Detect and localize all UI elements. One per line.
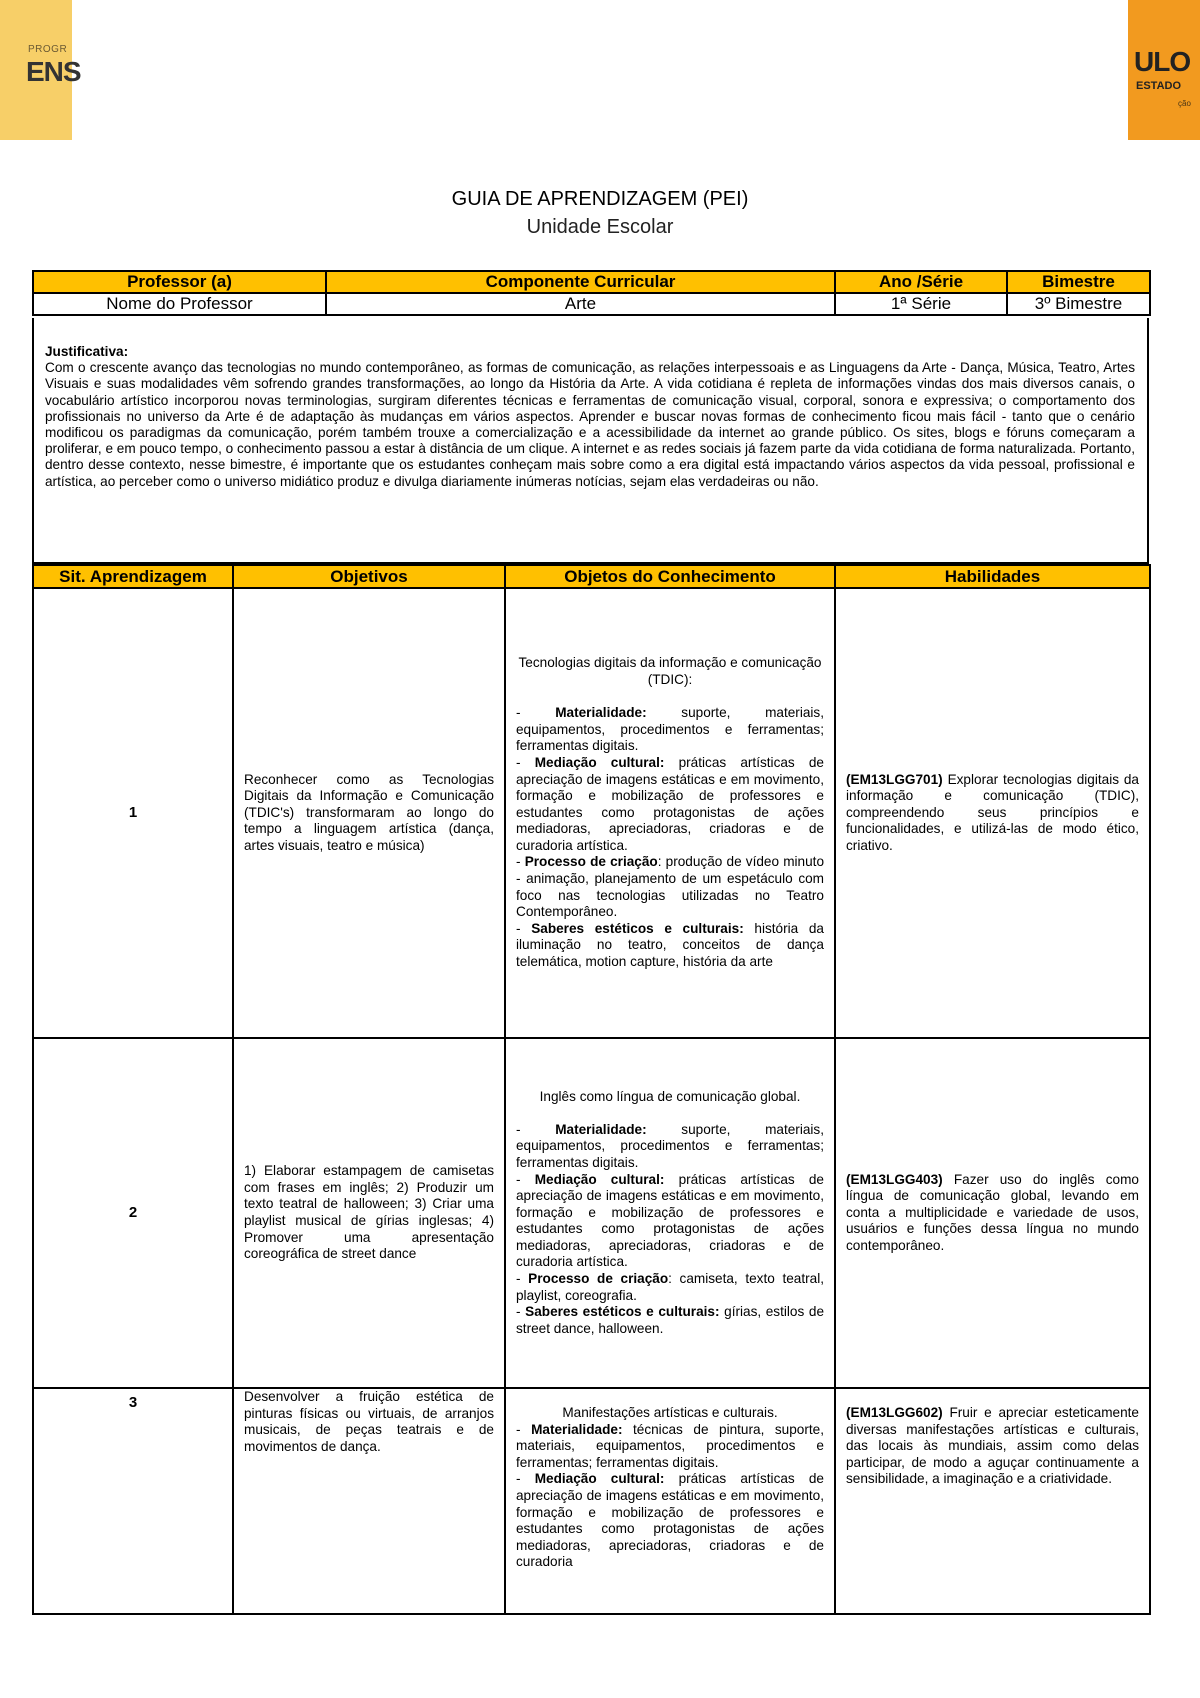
objetivo-cell: Reconhecer como as Tecnologias Digitais da Informação e Comunicação (TDIC's) transformaram ao longo do tempo a linguagem artística (dança, artes visuais, teatro e música) [233,588,505,1038]
header-objetivos: Objetivos [233,565,505,588]
header-objetos: Objetos do Conhecimento [505,565,835,588]
row-number: 3 [33,1388,233,1614]
objetos-item: - Saberes estéticos e culturais: gírias, estilos de street dance, halloween. [516,1304,825,1336]
logo-right-line3: ção [1178,99,1191,108]
habilidades-cell [835,588,1150,1038]
government-logo-right [1128,0,1200,140]
logo-right-line1: ULO [1134,46,1191,77]
logo-left-big-text: ENS [26,56,81,87]
objetivo-cell: 1) Elaborar estampagem de camisetas com frases em inglês; 2) Produzir um texto teatral de halloween; 3) Criar uma playlist musical de gírias inglesas; 4) Promover uma apresentação coreográfica de street dance [233,1038,505,1388]
justificativa-label: Justificativa: [45,344,129,359]
table-row [33,1038,1150,1388]
justificativa-text: Com o crescente avanço das tecnologias no mundo contemporâneo, as formas de comunicação, as relações interpessoais e as Linguagens da Arte - Dança, Música, Teatro, Artes Visuais e suas modalidades vêm sofrendo grandes transformações, ao longo da História da Arte. A vida cotidiana é repleta de informações vindas dos mais diversos canais, o vocabulário artístico incorporou novas terminologias, surgiram diferentes técnicas e ferramentas de comunicação visual, corporal, sonora e expressiva; o comportamento dos profissionais no universo da Arte é de adaptação às mudanças em vários aspectos. Aprender e buscar novas formas de conhecimento ficou mais fácil - tanto que o cenário modificou os paradigmas da comunicação, porém também trouxe a comercialização e a acessibilidade da internet ao grande público. Os sites, blogs e fóruns começaram a proliferar, e em pouco tempo, o conhecimento passou a estar à distância de um clique. A internet e as redes sociais já fazem parte da vida cotidiana de forma naturalizada. Portanto, dentro desse contexto, nesse bimestre, é importante que os estudantes conheçam mais sobre como a era digital está impactando vários aspectos da vida pessoal, profissional e artística, ao perceber como o universo midiático produz e divulga diariamente inúmeras notícias, sejam elas verdadeiras ou não. [45,360,1135,489]
objetos-item: - Materialidade: suporte, materiais, equipamentos, procedimentos e ferramentas; ferramentas digitais. [516,1121,824,1170]
header-professor: Professor (a) [33,271,326,293]
value-componente: Arte [326,293,835,315]
objetivo-text: Desenvolver a fruição estética de pinturas físicas ou virtuais, de arranjos musicais, de peças teatrais e de movimentos de dança. [244,1389,494,1454]
habilidades-cell [835,1388,1150,1614]
habilidade-text: Fazer uso do inglês como língua de comunicação global, levando em conta a multiplicidade e variedade de usos, usuários e funções dessa língua no mundo contemporâneo. [846,1171,1139,1253]
header-habilidades: Habilidades [835,565,1150,588]
objetos-cell [505,1038,835,1388]
habilidades-content [846,1389,1139,1613]
objetos-item: - Saberes estéticos e culturais: história da iluminação no teatro, conceitos de dança telemática, motion capture, história da arte [516,920,824,970]
learning-header-row [33,565,1150,588]
objetos-item: - Mediação cultural: práticas artísticas de apreciação de imagens estáticas e em movimento, formação e mobilização de professores e estudantes como protagonistas de ações mediadoras, apreciadoras, criadoras e de curadoria artística. [516,1171,824,1270]
habilidade-text: Explorar tecnologias digitais da informação e comunicação (TDIC), compreendendo seus princípios e funcionalidades, e utilizá-las de modo ético, criativo. [846,771,1139,853]
program-logo-left [0,0,81,140]
objetos-item: - Materialidade: técnicas de pintura, suporte, materiais, equipamentos, procedimentos e ferramentas; ferramentas digitais. [516,1421,824,1470]
objetos-item: - Mediação cultural: práticas artísticas de apreciação de imagens estáticas e em movimento, formação e mobilização de professores e estudantes como protagonistas de ações mediadoras, apreciadoras, criadoras e de curadoria [516,1471,824,1570]
objetos-item: - Processo de criação: camiseta, texto teatral, playlist, coreografia. [516,1271,825,1303]
table-row [33,1388,1150,1614]
info-value-row [33,293,1150,315]
objetos-item: - Mediação cultural: práticas artísticas de apreciação de imagens estáticas e em movimento, formação e mobilização de professores e estudantes como protagonistas de ações mediadoras, apreciadoras, criadoras e de curadoria artística. [516,754,824,853]
objetos-title: Inglês como língua de comunicação global. [539,1088,801,1104]
row-number: 2 [33,1038,233,1388]
habilidade-text: Fruir e apreciar esteticamente diversas manifestações artísticas e culturais, das locais às mundiais, assim como delas participar, de modo a aguçar continuamente a sensibilidade, a imaginação e a criatividade. [846,1405,1139,1487]
objetos-item: - Processo de criação: produção de vídeo minuto - animação, planejamento de um espetáculo com foco nas tecnologias utilizadas no Teatro Contemporâneo. [516,854,825,920]
value-ano-serie: 1ª Série [835,293,1007,315]
table-row [33,588,1150,1038]
logo-left-small-text: PROGR [28,44,68,55]
objetos-title: Manifestações artísticas e culturais. [562,1405,778,1420]
habilidade-code: (EM13LGG701) [846,771,943,787]
objetos-item: - Materialidade: suporte, materiais, equipamentos, procedimentos e ferramentas; ferramentas digitais. [516,705,824,754]
habilidade-code: (EM13LGG403) [846,1171,943,1187]
objetos-cell [505,588,835,1038]
header-bimestre: Bimestre [1007,271,1150,293]
habilidade-code: (EM13LGG602) [846,1405,943,1420]
info-header-row [33,271,1150,293]
row-number: 1 [33,588,233,1038]
objetos-content [516,1389,824,1613]
value-bimestre: 3º Bimestre [1007,293,1150,315]
justificativa-box [32,318,1149,564]
header-sit-aprendizagem: Sit. Aprendizagem [33,565,233,588]
objetos-title: Tecnologias digitais da informação e comunicação (TDIC): [518,655,822,687]
document-title: GUIA DE APRENDIZAGEM (PEI) [451,188,749,210]
objetivo-cell [233,1388,505,1614]
habilidades-cell [835,1038,1150,1388]
document-subtitle: Unidade Escolar [526,216,674,238]
value-professor: Nome do Professor [33,293,326,315]
logo-right-line2: ESTADO [1136,80,1182,92]
header-componente: Componente Curricular [326,271,835,293]
objetos-cell [505,1388,835,1614]
info-table [32,270,1151,316]
learning-table [32,564,1151,1615]
header-ano-serie: Ano /Série [835,271,1007,293]
